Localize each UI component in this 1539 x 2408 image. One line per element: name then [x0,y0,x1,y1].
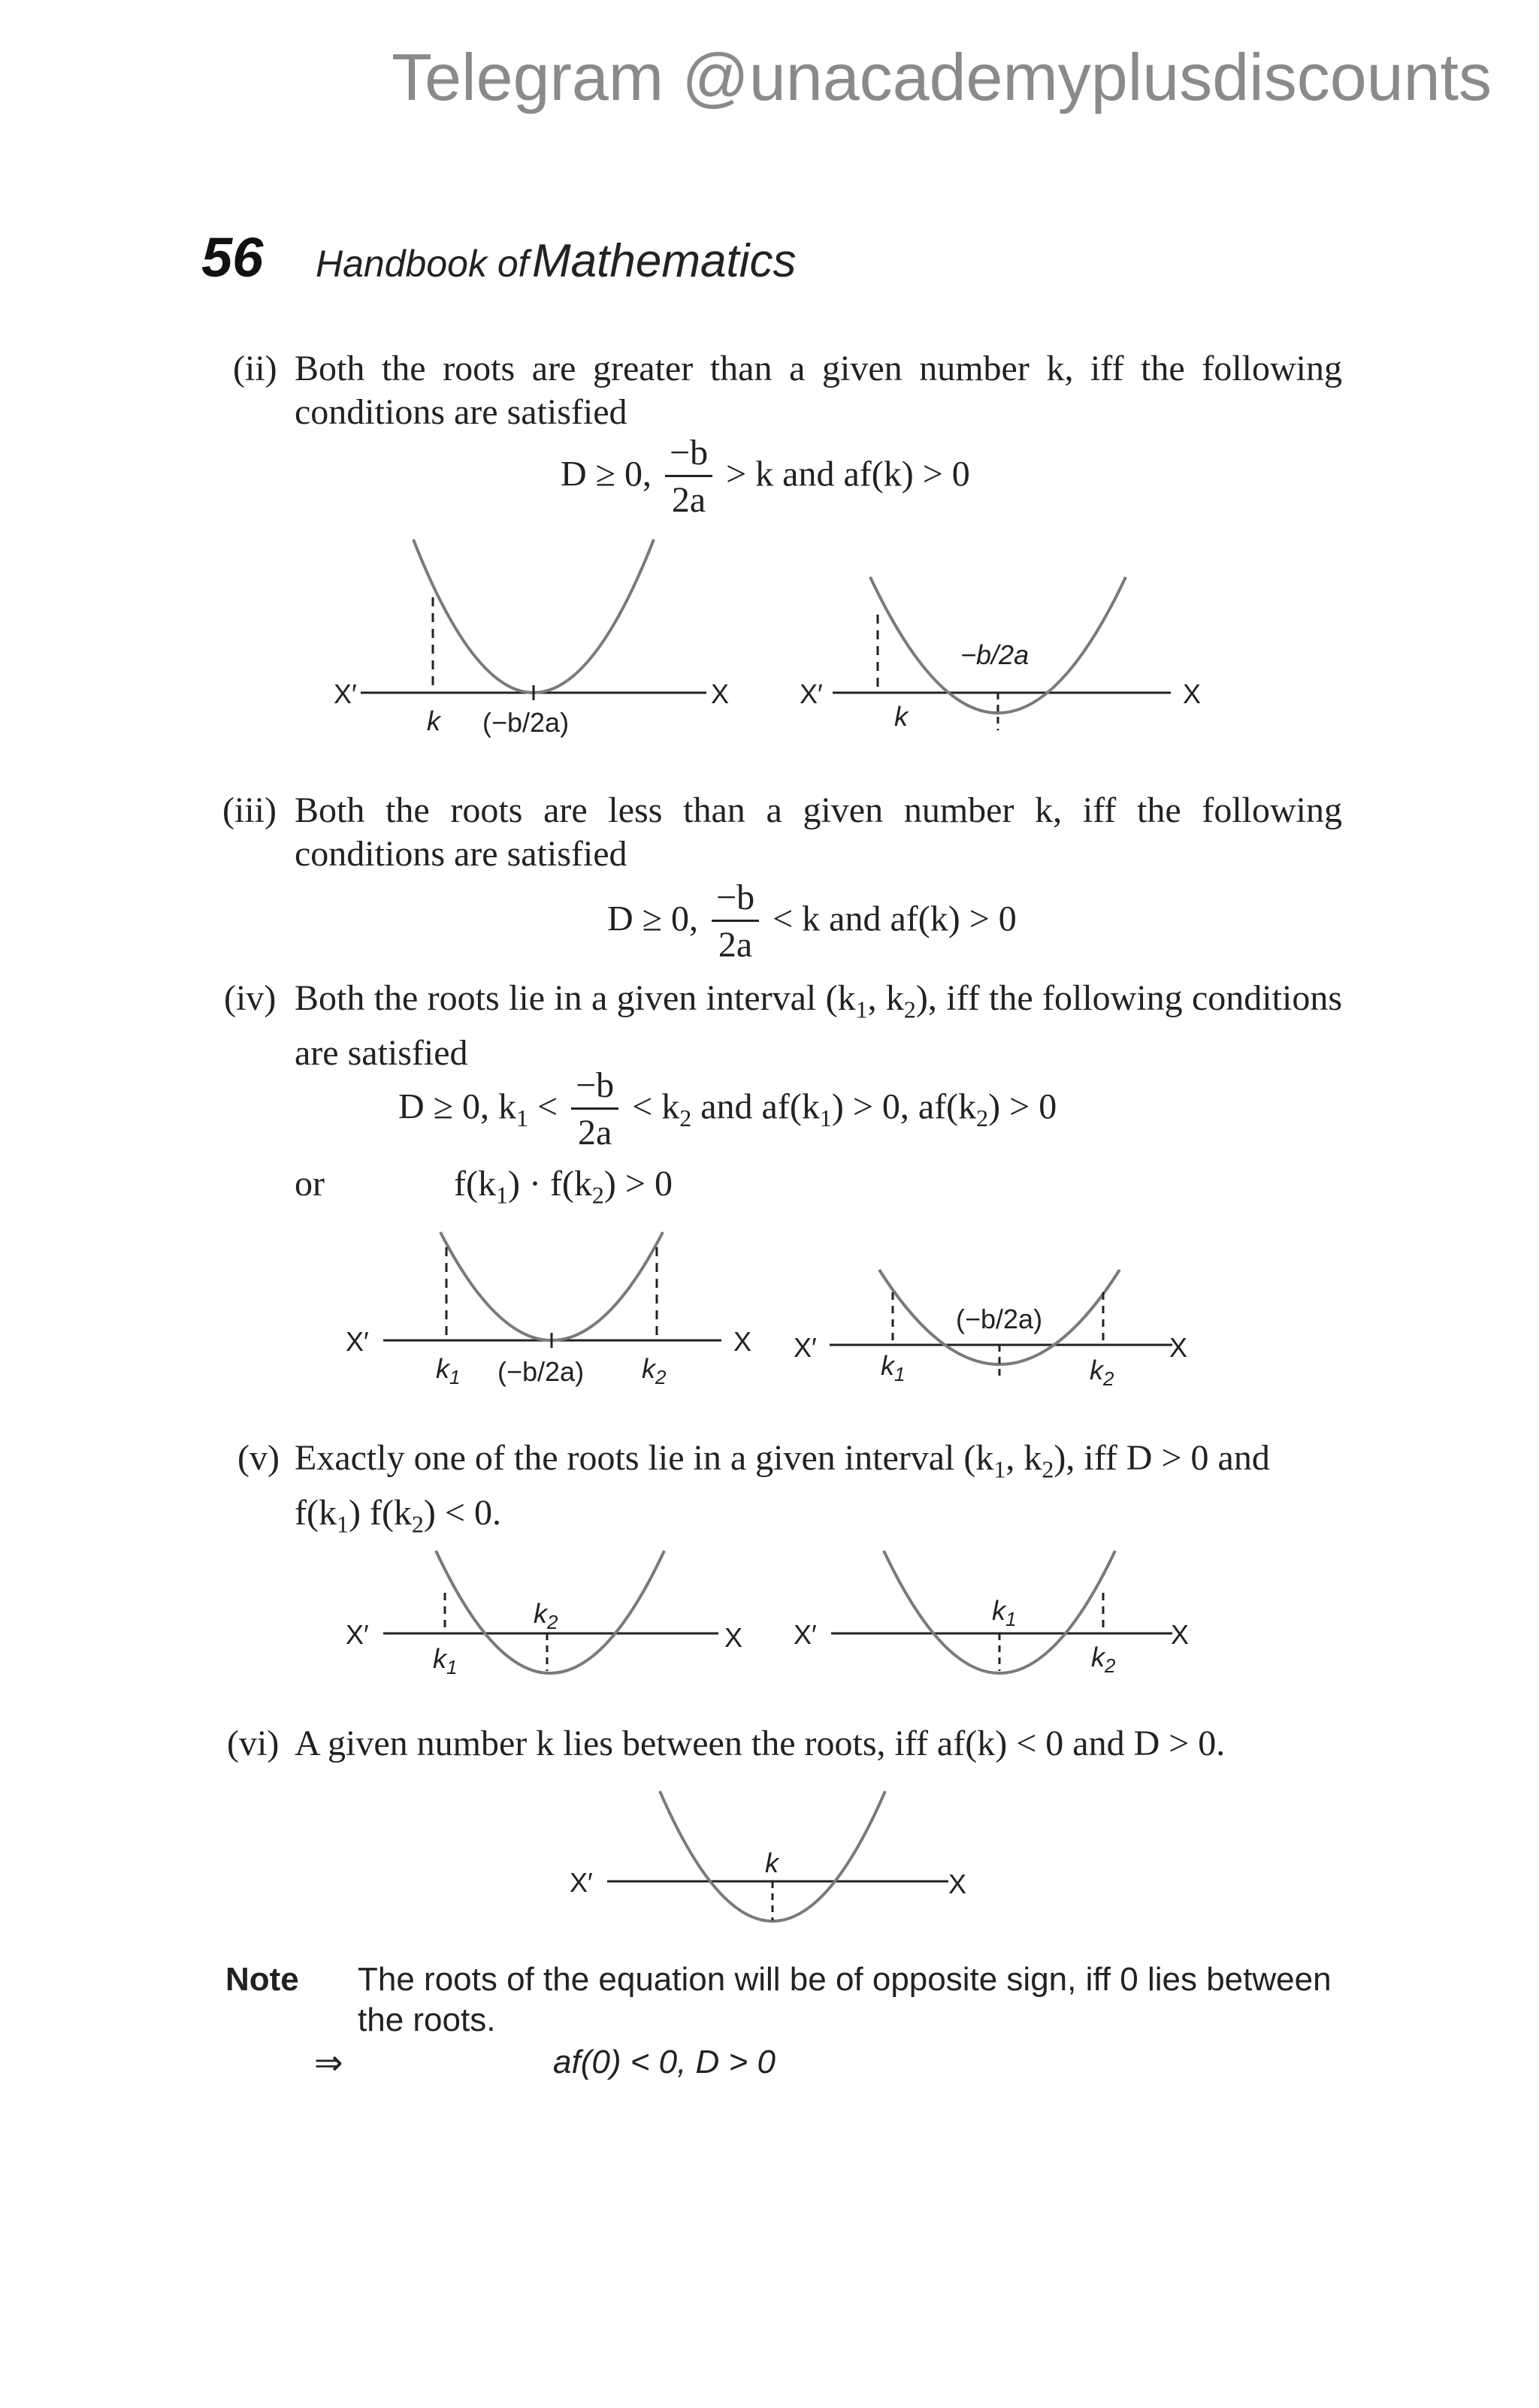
x-label: X [724,1622,743,1653]
x-prime-label: X′ [800,678,823,709]
book-title-small: Handbook of [316,243,529,285]
x-prime-label: X′ [334,678,357,709]
fraction-numerator: −b [665,433,712,477]
x-label: X [1183,678,1202,709]
figure-iv-right [789,1247,1210,1397]
fraction [665,433,712,522]
x-label: X [733,1326,752,1357]
item-iii-equation [607,878,1017,967]
item-number: (v) [237,1438,280,1478]
book-title-large: Mathematics [532,235,797,287]
book-title [316,234,796,288]
note-text: The roots of the equation will be of opposite sign, iff 0 lies between the roots. [358,1961,1332,2038]
vertex-label: (−b/2a) [497,1356,585,1387]
fraction-denominator: 2a [671,480,706,520]
watermark: Telegram @unacademyplusdiscounts [392,40,1492,114]
k1-label: $k_1$ [881,1350,906,1385]
k1-label: $k_1$ [992,1595,1017,1630]
parabola [413,539,654,693]
fraction-numerator: −b [712,878,759,922]
figure-iv-left [338,1225,766,1397]
implies-symbol: ⇒ [314,2043,343,2082]
fraction [571,1065,618,1155]
item-number: (iv) [224,978,277,1018]
item-text: Both the roots are greater than a given number k, iff the following conditions are satisfied [295,349,1342,432]
item-ii-equation [561,433,970,522]
x-label: X [948,1869,967,1899]
eq-post: > k and af(k) > 0 [726,454,970,494]
x-prime-label: X′ [794,1332,817,1363]
item-text: Exactly one of the roots lie in a given interval ($k_1$, $k_2$), iff D > 0 and $f(k_1) f(k_2) < 0$. [295,1438,1270,1538]
x-label: X [1169,1332,1188,1363]
x-prime-label: X′ [346,1619,369,1650]
x-prime-label: X′ [794,1619,817,1650]
eq-post: < k and af(k) > 0 [773,899,1017,939]
x-label: X [1171,1619,1190,1650]
vertex-label: (−b/2a) [482,707,570,738]
x-prime-label: X′ [346,1326,369,1357]
k1-label: $k_1$ [436,1353,461,1388]
eq-pre: D ≥ 0, [561,454,652,494]
fraction-denominator: 2a [577,1113,612,1153]
item-number: (iii) [222,790,277,830]
k2-label: $k_2$ [1091,1642,1116,1677]
item-text: Both the roots are less than a given number k, iff the following conditions are satisfied [295,790,1342,874]
item-text: Both the roots lie in a given interval ($k_1$, $k_2$), iff the following conditions are satisfied [295,978,1342,1073]
k-label: k [427,705,440,736]
x-prime-label: X′ [570,1867,593,1898]
vertex-label: (−b/2a) [956,1304,1043,1334]
k2-label: $k_2$ [1090,1355,1114,1390]
fraction-numerator: −b [571,1065,618,1110]
k-label: k [765,1848,779,1878]
figure-v-right [789,1548,1210,1690]
figure-vi [565,1788,986,1931]
k2-label: $k_2$ [642,1353,667,1388]
eq-pre: D ≥ 0, [607,899,699,939]
note-formula: af(0) < 0, D > 0 [553,2044,776,2080]
k1-label: $k_1$ [433,1643,458,1678]
item-iv-equation: D ≥ 0, $k_1$ < $\frac{-b}{2a}$ < $k_2$ and $af(k_1) > 0$, $af(k_2) > 0$ [398,1065,1057,1155]
figure-v-left [343,1548,763,1690]
or-label: or [295,1164,325,1204]
item-number: (vi) [227,1724,280,1763]
page-number: 56 [201,226,264,289]
k2-label: $k_2$ [534,1598,558,1633]
figure-ii-right [795,556,1216,744]
item-text: A given number k lies between the roots, iff af(k) < 0 and D > 0. [295,1724,1226,1763]
x-label: X [711,678,730,709]
fraction [712,878,759,967]
fraction-denominator: 2a [718,925,753,965]
note-label: Note [225,1961,299,1998]
figure-ii-left [323,526,744,744]
k-label: k [894,701,908,732]
vertex-label: −b/2a [960,639,1030,670]
item-number: (ii) [233,349,277,388]
item-iv-alternate-equation: $f(k_1) \cdot f(k_2) > 0$ [454,1164,673,1209]
parabola [440,1232,663,1340]
